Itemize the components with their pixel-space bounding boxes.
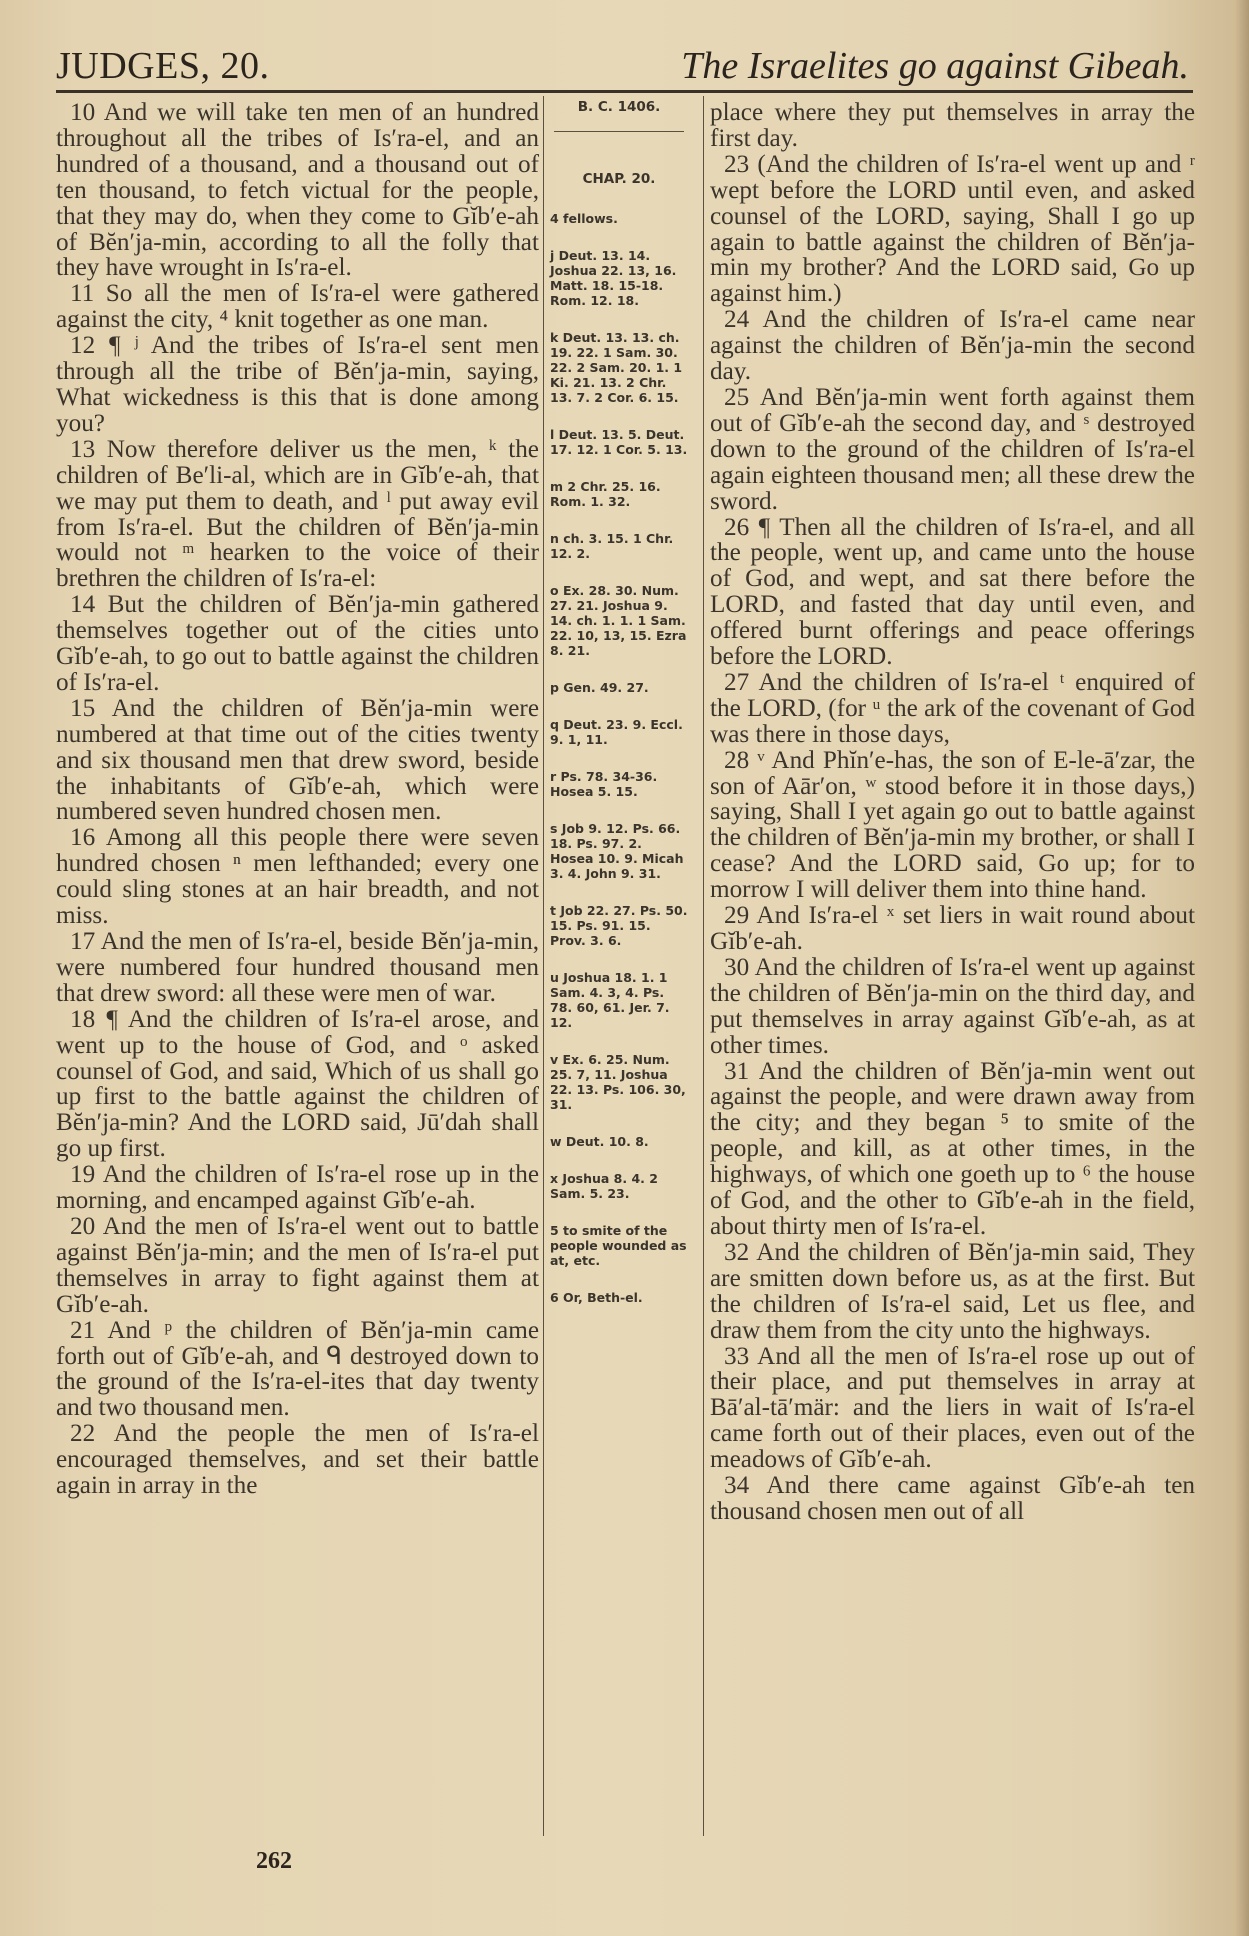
section-title-header: The Israelites go against Gibeah.	[681, 45, 1189, 87]
verse-22-continued: place where they put themselves in array the first day.	[710, 99, 1195, 152]
column-divider-left	[543, 96, 544, 1836]
left-text-column	[56, 100, 539, 1499]
reference-note: x Joshua 8. 4. 2 Sam. 5. 23.	[550, 1171, 658, 1201]
reference-note: 5 to smite of the people wounded as at, etc.	[550, 1223, 687, 1268]
cross-reference-column	[550, 100, 688, 1327]
verse-23: 23 (And the children of Is′ra-el went up and ʳ wept before the LORD until even, and asked counsel of the LORD, saying, Shall I go up again to battle against the children of Bĕn′ja-min my brother? And the LORD said, Go up against him.)	[710, 150, 1195, 308]
reference-note: t Job 22. 27. Ps. 50. 15. Ps. 91. 15. Prov. 3. 6.	[550, 903, 688, 948]
reference-note: 6 Or, Beth-el.	[550, 1290, 643, 1305]
verse-13: 13 Now therefore deliver us the men, ᵏ the children of Be′li-al, which are in Gĭb′e-ah, that we may put them to death, and ˡ put away evil from Is′ra-el. But the children of Bĕn′ja-min would not ᵐ hearken to the voice of their brethren the children of Is′ra-el:	[56, 435, 539, 593]
column-divider-right	[703, 96, 704, 1836]
verse-34: 34 And there came against Gĭb′e-ah ten thousand chosen men out of all	[710, 1472, 1195, 1525]
verse-11: 11 So all the men of Is′ra-el were gathered against the city, ⁴ knit together as one man.	[56, 280, 539, 334]
reference-note: j Deut. 13. 14. Joshua 22. 13, 16. Matt. 18. 15-18. Rom. 12. 18.	[550, 248, 677, 308]
verse-32: 32 And the children of Bĕn′ja-min said, They are smitten down before us, as at the first. But the children of Is′ra-el said, Let us flee, and draw them from the city unto the highways.	[710, 1238, 1195, 1344]
reference-note: v Ex. 6. 25. Num. 25. 7, 11. Joshua 22. 13. Ps. 106. 30, 31.	[550, 1052, 686, 1112]
reference-note: q Deut. 23. 9. Eccl. 9. 1, 11.	[550, 717, 683, 747]
verse-30: 30 And the children of Is′ra-el went up against the children of Bĕn′ja-min on the third day, and put themselves in array against Gĭb′e-ah, as at other times.	[710, 953, 1195, 1059]
reference-note: l Deut. 13. 5. Deut. 17. 12. 1 Cor. 5. 13.	[550, 427, 688, 457]
reference-note: k Deut. 13. 13. ch. 19. 22. 1 Sam. 30. 22. 2 Sam. 20. 1. 1 Ki. 21. 13. 2 Chr. 13. 7. 2 Cor. 6. 15.	[550, 330, 683, 405]
reference-note: p Gen. 49. 27.	[550, 680, 649, 695]
reference-note: r Ps. 78. 34-36. Hosea 5. 15.	[550, 769, 658, 799]
verse-19: 19 And the children of Is′ra-el rose up in the morning, and encamped against Gĭb′e-ah.	[56, 1161, 539, 1215]
reference-note: s Job 9. 12. Ps. 66. 18. Ps. 97. 2. Hosea 10. 9. Micah 3. 4. John 9. 31.	[550, 821, 684, 881]
verse-24: 24 And the children of Is′ra-el came near against the children of Bĕn′ja-min the second day.	[710, 306, 1195, 386]
verse-14: 14 But the children of Bĕn′ja-min gathered themselves together out of the cities unto Gĭb′e-ah, to go out to battle against the children of Is′ra-el.	[56, 591, 539, 696]
verse-27: 27 And the children of Is′ra-el ᵗ enquired of the LORD, (for ᵘ the ark of the covenant of God was there in those days,	[710, 668, 1195, 748]
verse-26: 26 ¶ Then all the children of Is′ra-el, and all the people, went up, and came unto the house of God, and wept, and sat there before the LORD, and fasted that day until even, and offered burnt offerings and peace offerings before the LORD.	[710, 513, 1195, 671]
verse-22: 22 And the people the men of Is′ra-el encouraged themselves, and set their battle again in array in the	[56, 1420, 539, 1500]
verse-28: 28 ᵛ And Phĭn′e-has, the son of E-le-ā′zar, the son of Aār′on, ʷ stood before it in those days,) saying, Shall I yet again go out to battle against the children of Bĕn′ja-min my brother, or shall I cease? And the LORD said, Go up; for to morrow I will deliver them into thine hand.	[710, 746, 1195, 904]
right-text-column	[710, 100, 1195, 1525]
verse-18: 18 ¶ And the children of Is′ra-el arose, and went up to the house of God, and ᵒ asked counsel of God, and said, Which of us shall go up first to the battle against the children of Bĕn′ja-min? And the LORD said, Jū′dah shall go up first.	[56, 1005, 539, 1163]
reference-note: w Deut. 10. 8.	[550, 1134, 649, 1149]
reference-note: 4 fellows.	[550, 211, 618, 226]
verse-29: 29 And Is′ra-el ˣ set liers in wait round about Gĭb′e-ah.	[710, 902, 1195, 955]
reference-note: o Ex. 28. 30. Num. 27. 21. Joshua 9. 14. ch. 1. 1. 1 Sam. 22. 10, 13, 15. Ezra 8. 21.	[550, 583, 687, 658]
chapter-marker: CHAP. 20.	[582, 171, 656, 187]
verse-10: 10 And we will take ten men of an hundred throughout all the tribes of Is′ra-el, and an hundred of a thousand, and a thousand out of ten thousand, to fetch victual for the people, that they may do, when they come to Gĭb′e-ah of Bĕn′ja-min, according to all the folly that they have wrought in Is′ra-el.	[56, 99, 539, 282]
header-rule	[56, 90, 1193, 93]
page-edge-shadow	[1235, 0, 1249, 1936]
reference-note: m 2 Chr. 25. 16. Rom. 1. 32.	[550, 479, 661, 509]
date-marker: B. C. 1406.	[577, 99, 661, 115]
book-chapter-header: JUDGES, 20.	[56, 45, 270, 87]
verse-15: 15 And the children of Bĕn′ja-min were numbered at that time out of the cities twenty and six thousand men that drew sword, beside the inhabitants of Gĭb′e-ah, which were numbered seven hundred chosen men.	[56, 694, 539, 826]
verse-25: 25 And Bĕn′ja-min went forth against them out of Gĭb′e-ah the second day, and ˢ destroyed down to the ground of the children of Is′ra-el again eighteen thousand men; all these drew the sword.	[710, 383, 1195, 515]
reference-note: n ch. 3. 15. 1 Chr. 12. 2.	[550, 531, 674, 561]
verse-31: 31 And the children of Bĕn′ja-min went out against the people, and were drawn away from the city; and they began ⁵ to smite of the people, and kill, as at other times, in the highways, of which one goeth up to ⁶ the house of God, and the other to Gĭb′e-ah in the field, about thirty men of Is′ra-el.	[710, 1057, 1195, 1240]
verse-20: 20 And the men of Is′ra-el went out to battle against Bĕn′ja-min; and the men of Is′ra-el put themselves in array to fight against them at Gĭb′e-ah.	[56, 1212, 539, 1318]
reference-note: u Joshua 18. 1. 1 Sam. 4. 3, 4. Ps. 78. 60, 61. Jer. 7. 12.	[550, 970, 670, 1030]
verse-12: 12 ¶ ʲ And the tribes of Is′ra-el sent men through all the tribe of Bĕn′ja-min, saying, What wickedness is this that is done among you?	[56, 332, 539, 437]
verse-17: 17 And the men of Is′ra-el, beside Bĕn′ja-min, were numbered four hundred thousand men that drew sword: all these were men of war.	[56, 928, 539, 1007]
verse-16: 16 Among all this people there were seven hundred chosen ⁿ men lefthanded; every one could sling stones at an hair breadth, and not miss.	[56, 824, 539, 930]
page-number: 262	[256, 1848, 292, 1874]
verse-33: 33 And all the men of Is′ra-el rose up out of their place, and put themselves in array at Bā′al-tā′mär: and the liers in wait of Is′ra-el came forth out of their places, even out of the meadows of Gĭb′e-ah.	[710, 1342, 1195, 1474]
date-rule	[554, 131, 684, 132]
verse-21: 21 And ᵖ the children of Bĕn′ja-min came forth out of Gĭb′e-ah, and ᑫ destroyed down to the ground of the Is′ra-el-ites that day twenty and two thousand men.	[56, 1316, 539, 1422]
